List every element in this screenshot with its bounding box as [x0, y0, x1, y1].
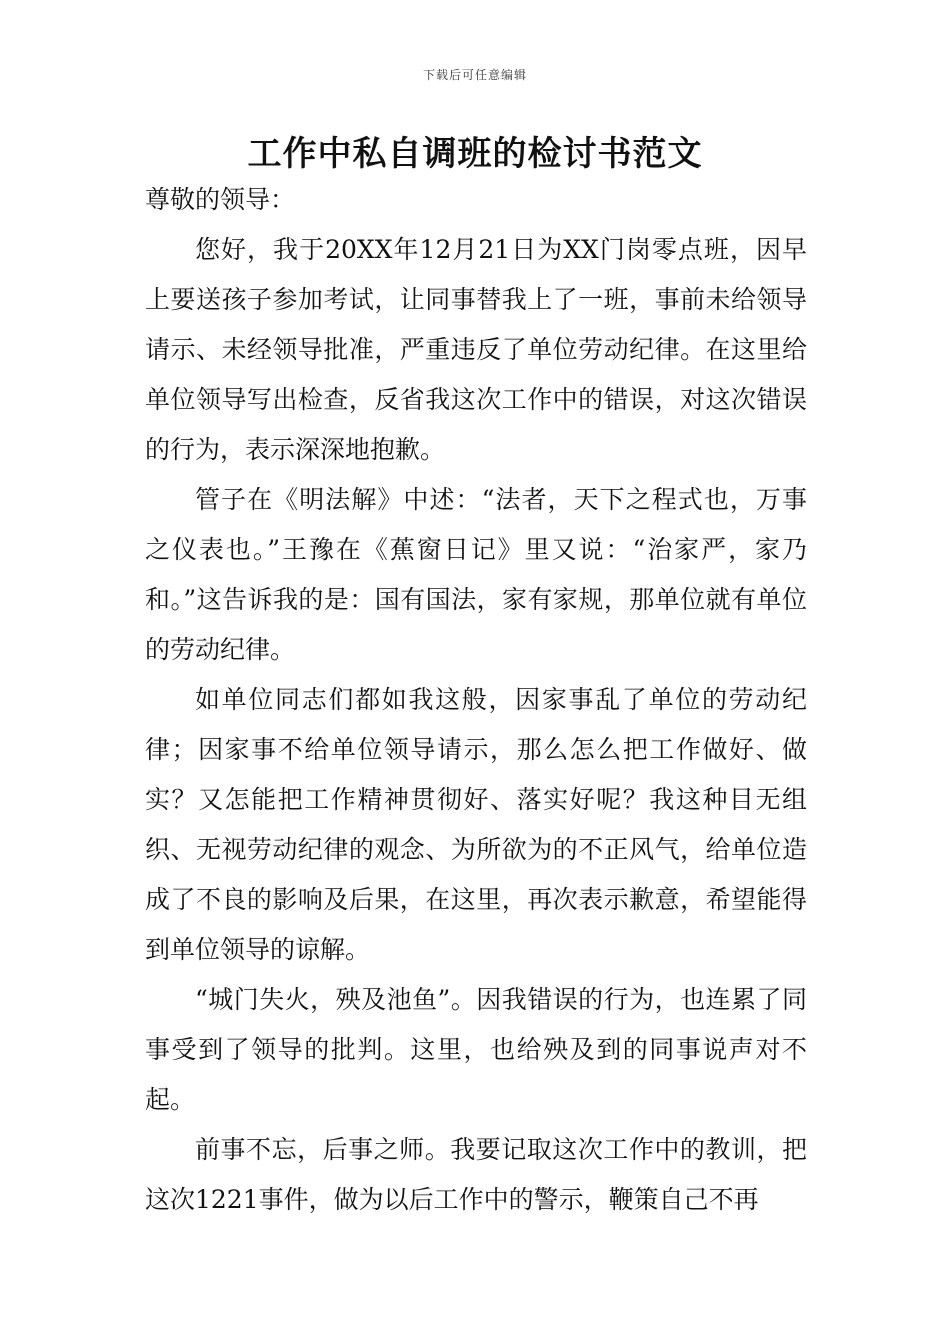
salutation: 尊敬的领导：	[145, 185, 296, 214]
paragraph-4: “城门失火，殃及池鱼”。因我错误的行为，也连累了同事受到了领导的批判。这里，也给殃及到的同事说声对不起。	[145, 985, 807, 1114]
paragraph-1: 您好，我于20XX年12月21日为XX门岗零点班，因早上要送孩子参加考试，让同事替我上了一班，事前未给领导请示、未经领导批准，严重违反了单位劳动纪律。在这里给单位领导写出检查，反省我这次工作中的错误，对这次错误的行为，表示深深地抱歉。	[145, 235, 807, 464]
paragraph-2: 管子在《明法解》中述：“法者，天下之程式也，万事之仪表也。”王豫在《蕉窗日记》里又说：“治家严，家乃和。”这告诉我的是：国有国法，家有家规，那单位就有单位的劳动纪律。	[145, 485, 807, 664]
paragraph-3: 如单位同志们都如我这般，因家事乱了单位的劳动纪律；因家事不给单位领导请示，那么怎么把工作做好、做实？又怎能把工作精神贯彻好、落实好呢？我这种目无组织、无视劳动纪律的观念、为所欲为的不正风气，给单位造成了不良的影响及后果，在这里，再次表示歉意，希望能得到单位领导的谅解。	[145, 685, 807, 964]
document-body	[145, 175, 807, 1225]
paragraph-5: 前事不忘，后事之师。我要记取这次工作中的教训，把这次1221事件，做为以后工作中的警示，鞭策自己不再	[145, 1135, 807, 1214]
header-note: 下载后可任意编辑	[422, 68, 527, 82]
document-title: 工作中私自调班的检讨书范文	[247, 134, 703, 174]
